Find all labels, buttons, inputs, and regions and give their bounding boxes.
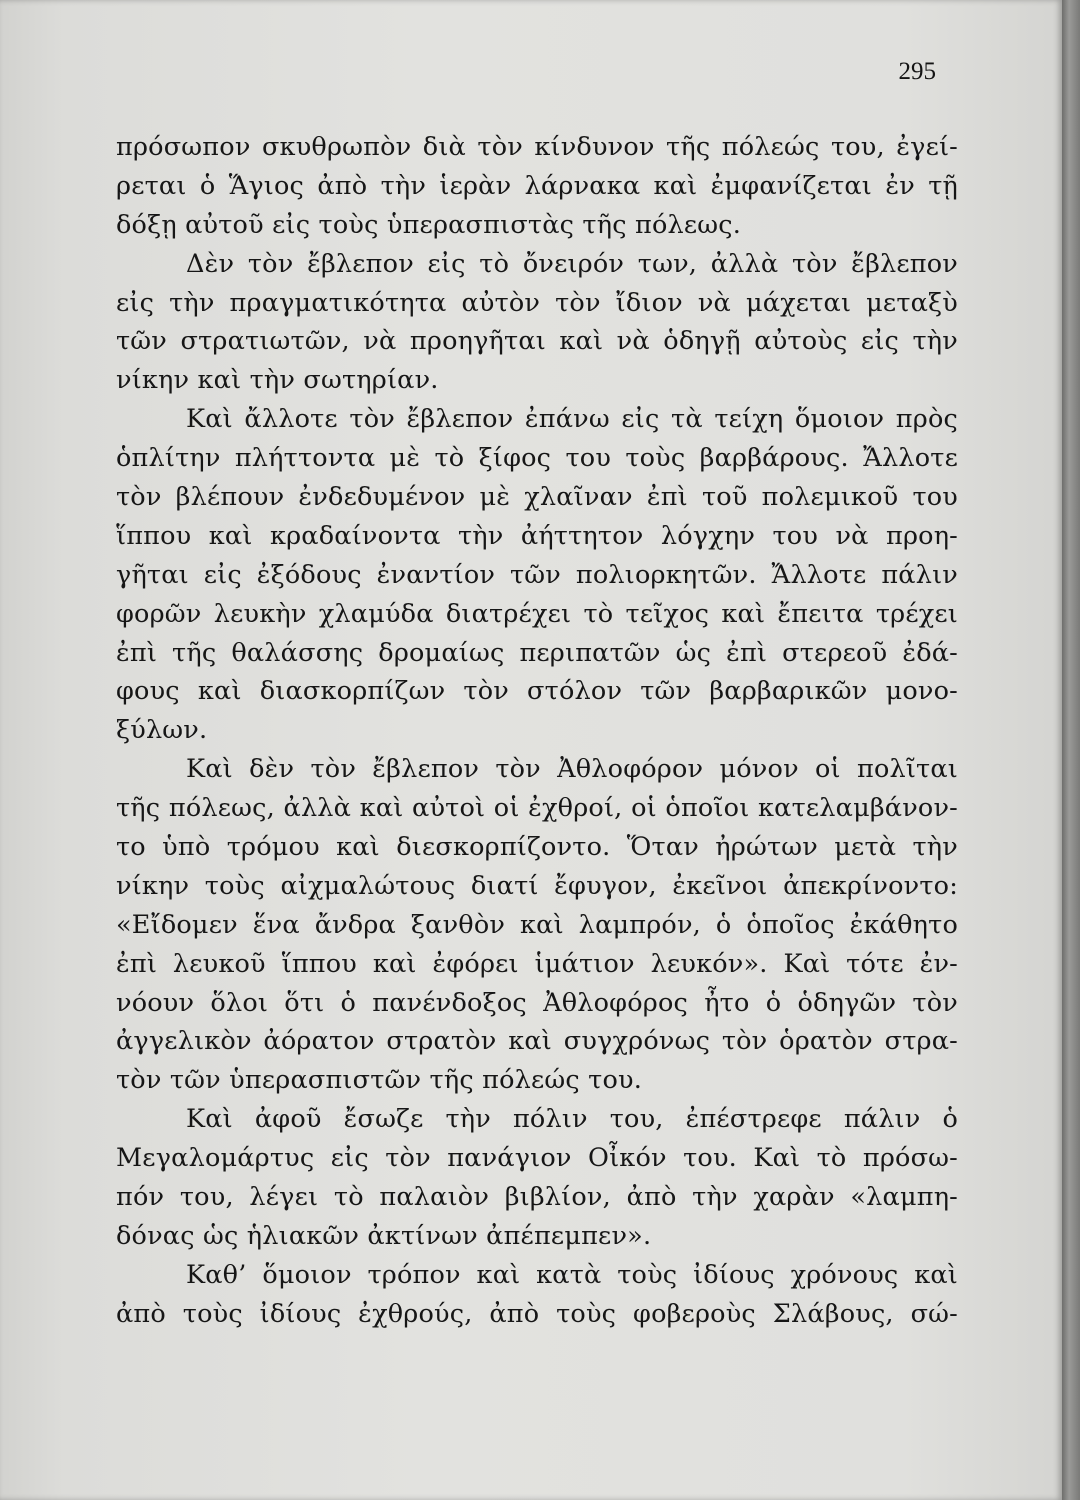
text-line: γῆται εἰς ἐξόδους ἐναντίον τῶν πολιορκητῶν. Ἄλλοτε πάλιν bbox=[116, 559, 958, 590]
text-line: φους καὶ διασκορπίζων τὸν στόλον τῶν βαρβαρικῶν μονο- bbox=[116, 676, 958, 707]
text-line: ἐπὶ λευκοῦ ἵππου καὶ ἐφόρει ἱμάτιον λευκόν». Καὶ τότε ἐν- bbox=[116, 948, 958, 979]
paragraph-5 bbox=[116, 1100, 958, 1256]
text-line: τῶν στρατιωτῶν, νὰ προηγῆται καὶ νὰ ὁδηγῇ αὐτοὺς εἰς τὴν bbox=[116, 326, 958, 357]
paragraph-1 bbox=[116, 128, 958, 245]
paragraph-2 bbox=[116, 245, 958, 401]
text-line: Μεγαλομάρτυς εἰς τὸν πανάγιον Οἶκόν του. Καὶ τὸ πρόσω- bbox=[116, 1143, 958, 1174]
text-line: ἀγγελικὸν ἀόρατον στρατὸν καὶ συγχρόνως τὸν ὁρατὸν στρα- bbox=[116, 1026, 958, 1057]
text-line: δόξῃ αὐτοῦ εἰς τοὺς ὑπερασπιστὰς τῆς πόλεως. bbox=[116, 209, 742, 240]
text-line: Καὶ δὲν τὸν ἔβλεπον τὸν Ἀθλοφόρον μόνον οἱ πολῖται bbox=[186, 754, 958, 785]
paragraph-3 bbox=[116, 400, 958, 750]
text-line: ξύλων. bbox=[116, 715, 208, 746]
text-line: νίκην τοὺς αἰχμαλώτους διατί ἔφυγον, ἐκεῖνοι ἀπεκρίνοντο: bbox=[116, 870, 958, 901]
paragraph-4 bbox=[116, 750, 958, 1100]
text-line: πρόσωπον σκυθρωπὸν διὰ τὸν κίνδυνον τῆς πόλεώς του, ἐγεί- bbox=[116, 132, 958, 162]
page-edge bbox=[1062, 0, 1080, 1500]
text-line: νίκην καὶ τὴν σωτηρίαν. bbox=[116, 365, 439, 396]
text-line: «Εἴδομεν ἕνα ἄνδρα ξανθὸν καὶ λαμπρόν, ὁ ὁποῖος ἐκάθητο bbox=[116, 909, 958, 940]
text-line: τῆς πόλεως, ἀλλὰ καὶ αὐτοὶ οἱ ἐχθροί, οἱ ὁποῖοι κατελαμβάνον- bbox=[116, 793, 958, 824]
text-line: ρεται ὁ Ἅγιος ἀπὸ τὴν ἱερὰν λάρνακα καὶ ἐμφανίζεται ἐν τῇ bbox=[116, 170, 958, 201]
text-line: Δὲν τὸν ἔβλεπον εἰς τὸ ὄνειρόν των, ἀλλὰ τὸν ἔβλεπον bbox=[186, 248, 958, 279]
text-line: ἵππου καὶ κραδαίνοντα τὴν ἀήττητον λόγχην του νὰ προη- bbox=[116, 520, 958, 551]
page-number: 295 bbox=[898, 58, 936, 85]
text-line: τὸν τῶν ὑπερασπιστῶν τῆς πόλεώς του. bbox=[116, 1065, 643, 1096]
text-line: Καὶ ἀφοῦ ἔσωζε τὴν πόλιν του, ἐπέστρεφε πάλιν ὁ bbox=[186, 1104, 958, 1135]
text-line: ἀπὸ τοὺς ἰδίους ἐχθρούς, ἀπὸ τοὺς φοβεροὺς Σλάβους, σώ- bbox=[116, 1298, 958, 1329]
text-line: πόν του, λέγει τὸ παλαιὸν βιβλίον, ἀπὸ τὴν χαρὰν «λαμπη- bbox=[116, 1182, 958, 1213]
text-line: ἐπὶ τῆς θαλάσσης δρομαίως περιπατῶν ὡς ἐπὶ στερεοῦ ἐδά- bbox=[116, 637, 958, 668]
text-line: ὁπλίτην πλήττοντα μὲ τὸ ξίφος του τοὺς βαρβάρους. Ἄλλοτε bbox=[116, 443, 958, 474]
text-line: το ὑπὸ τρόμου καὶ διεσκορπίζοντο. Ὅταν ἠρώτων μετὰ τὴν bbox=[116, 832, 958, 863]
text-line: τὸν βλέπουν ἐνδεδυμένον μὲ χλαῖναν ἐπὶ τοῦ πολεμικοῦ του bbox=[116, 482, 958, 513]
paragraph-6 bbox=[116, 1256, 958, 1334]
text-line: φορῶν λευκὴν χλαμύδα διατρέχει τὸ τεῖχος καὶ ἔπειτα τρέχει bbox=[116, 598, 958, 629]
text-line: Καθ’ ὅμοιον τρόπον καὶ κατὰ τοὺς ἰδίους χρόνους καὶ bbox=[186, 1259, 958, 1290]
text-line: εἰς τὴν πραγματικότητα αὐτὸν τὸν ἴδιον νὰ μάχεται μεταξὺ bbox=[116, 287, 958, 318]
text-line: νόουν ὅλοι ὅτι ὁ πανένδοξος Ἀθλοφόρος ἦτο ὁ ὁδηγῶν τὸν bbox=[116, 987, 958, 1018]
text-line: Καὶ ἄλλοτε τὸν ἔβλεπον ἐπάνω εἰς τὰ τείχη ὅμοιον πρὸς bbox=[186, 404, 958, 435]
text-line: δόνας ὡς ἡλιακῶν ἀκτίνων ἀπέπεμπεν». bbox=[116, 1220, 652, 1251]
body-text bbox=[116, 128, 958, 1334]
